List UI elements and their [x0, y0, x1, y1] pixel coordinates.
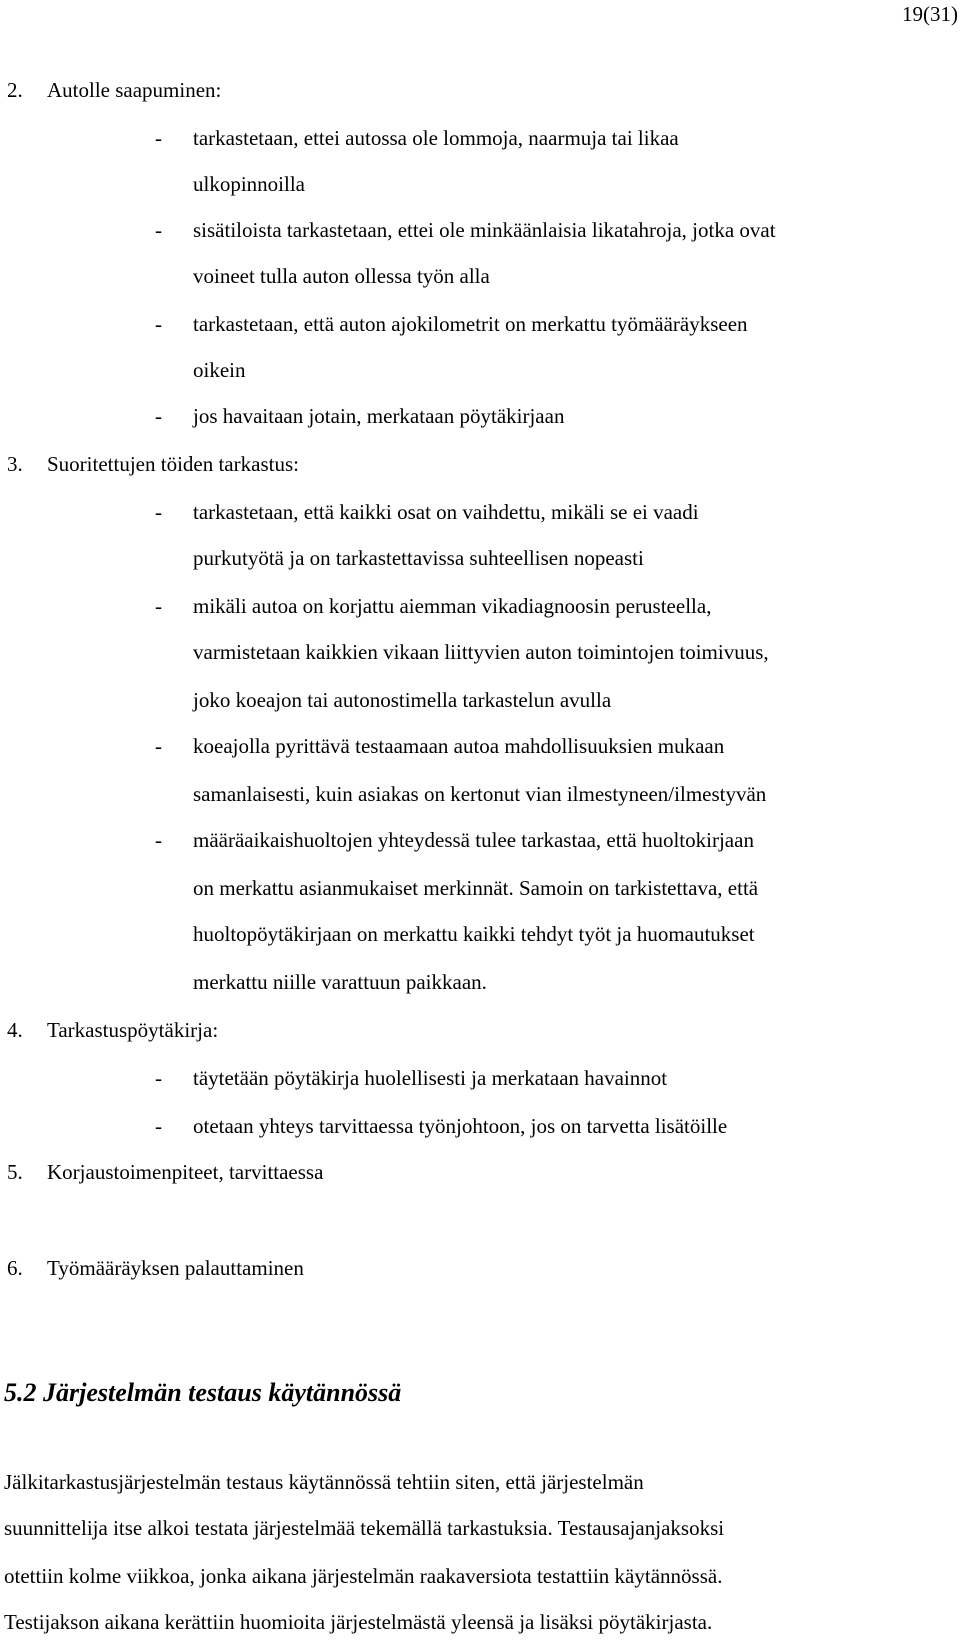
section-title: Työmääräyksen palauttaminen [47, 1256, 304, 1280]
bullet-dash: - [155, 404, 162, 428]
section-title: Korjaustoimenpiteet, tarvittaessa [47, 1160, 324, 1184]
section-number: 3. [7, 452, 23, 476]
section-number: 4. [7, 1018, 23, 1042]
bullet-dash: - [155, 500, 162, 524]
list-item-text: tarkastetaan, että kaikki osat on vaihdettu, mikäli se ei vaadi [193, 500, 699, 524]
list-item-text: jos havaitaan jotain, merkataan pöytäkirjaan [193, 404, 565, 428]
list-item-text: täytetään pöytäkirja huolellisesti ja merkataan havainnot [193, 1066, 668, 1090]
section-heading: 5.2 Järjestelmän testaus käytännössä [4, 1378, 402, 1407]
list-item-text: sisätiloista tarkastetaan, ettei ole minkäänlaisia likatahroja, jotka ovat [193, 218, 776, 242]
bullet-dash: - [155, 828, 162, 852]
list-item-text: purkutyötä ja on tarkastettavissa suhteellisen nopeasti [193, 546, 644, 570]
bullet-dash: - [155, 126, 162, 150]
bullet-dash: - [155, 1066, 162, 1090]
paragraph-line: Testijakson aikana kerättiin huomioita järjestelmästä yleensä ja lisäksi pöytäkirjasta. [4, 1610, 713, 1634]
list-item-text: on merkattu asianmukaiset merkinnät. Samoin on tarkistettava, että [193, 876, 759, 900]
list-item-text: tarkastetaan, että auton ajokilometrit on merkattu työmääräykseen [193, 312, 748, 336]
list-item-text: ulkopinnoilla [193, 172, 305, 196]
bullet-dash: - [155, 218, 162, 242]
list-item-text: mikäli autoa on korjattu aiemman vikadiagnoosin perusteella, [193, 594, 712, 618]
list-item-text: otetaan yhteys tarvittaessa työnjohtoon, jos on tarvetta lisätöille [193, 1114, 728, 1138]
paragraph-line: otettiin kolme viikkoa, jonka aikana järjestelmän raakaversiota testattiin käytännössä. [4, 1564, 723, 1588]
list-item-text: tarkastetaan, ettei autossa ole lommoja, naarmuja tai likaa [193, 126, 679, 150]
list-item-text: varmistetaan kaikkien vikaan liittyvien auton toimintojen toimivuus, [193, 640, 769, 664]
list-item-text: määräaikaishuoltojen yhteydessä tulee tarkastaa, että huoltokirjaan [193, 828, 754, 852]
section-title: Tarkastuspöytäkirja: [47, 1018, 219, 1042]
section-title: Autolle saapuminen: [47, 78, 222, 102]
section-number: 5. [7, 1160, 23, 1184]
list-item-text: joko koeajon tai autonostimella tarkastelun avulla [193, 688, 612, 712]
paragraph-line: suunnittelija itse alkoi testata järjestelmää tekemällä tarkastuksia. Testausajanjaksoksi [4, 1516, 725, 1540]
list-item-text: huoltopöytäkirjaan on merkattu kaikki tehdyt työt ja huomautukset [193, 922, 755, 946]
bullet-dash: - [155, 1114, 162, 1138]
bullet-dash: - [155, 312, 162, 336]
list-item-text: oikein [193, 358, 246, 382]
list-item-text: voineet tulla auton ollessa työn alla [193, 264, 490, 288]
section-title: Suoritettujen töiden tarkastus: [47, 452, 299, 476]
list-item-text: samanlaisesti, kuin asiakas on kertonut vian ilmestyneen/ilmestyvän [193, 782, 767, 806]
section-number: 2. [7, 78, 23, 102]
paragraph-line: Jälkitarkastusjärjestelmän testaus käytännössä tehtiin siten, että järjestelmän [4, 1470, 644, 1494]
page-number: 19(31) [902, 2, 958, 26]
section-number: 6. [7, 1256, 23, 1280]
list-item-text: merkattu niille varattuun paikkaan. [193, 970, 487, 994]
bullet-dash: - [155, 734, 162, 758]
list-item-text: koeajolla pyrittävä testaamaan autoa mahdollisuuksien mukaan [193, 734, 725, 758]
bullet-dash: - [155, 594, 162, 618]
